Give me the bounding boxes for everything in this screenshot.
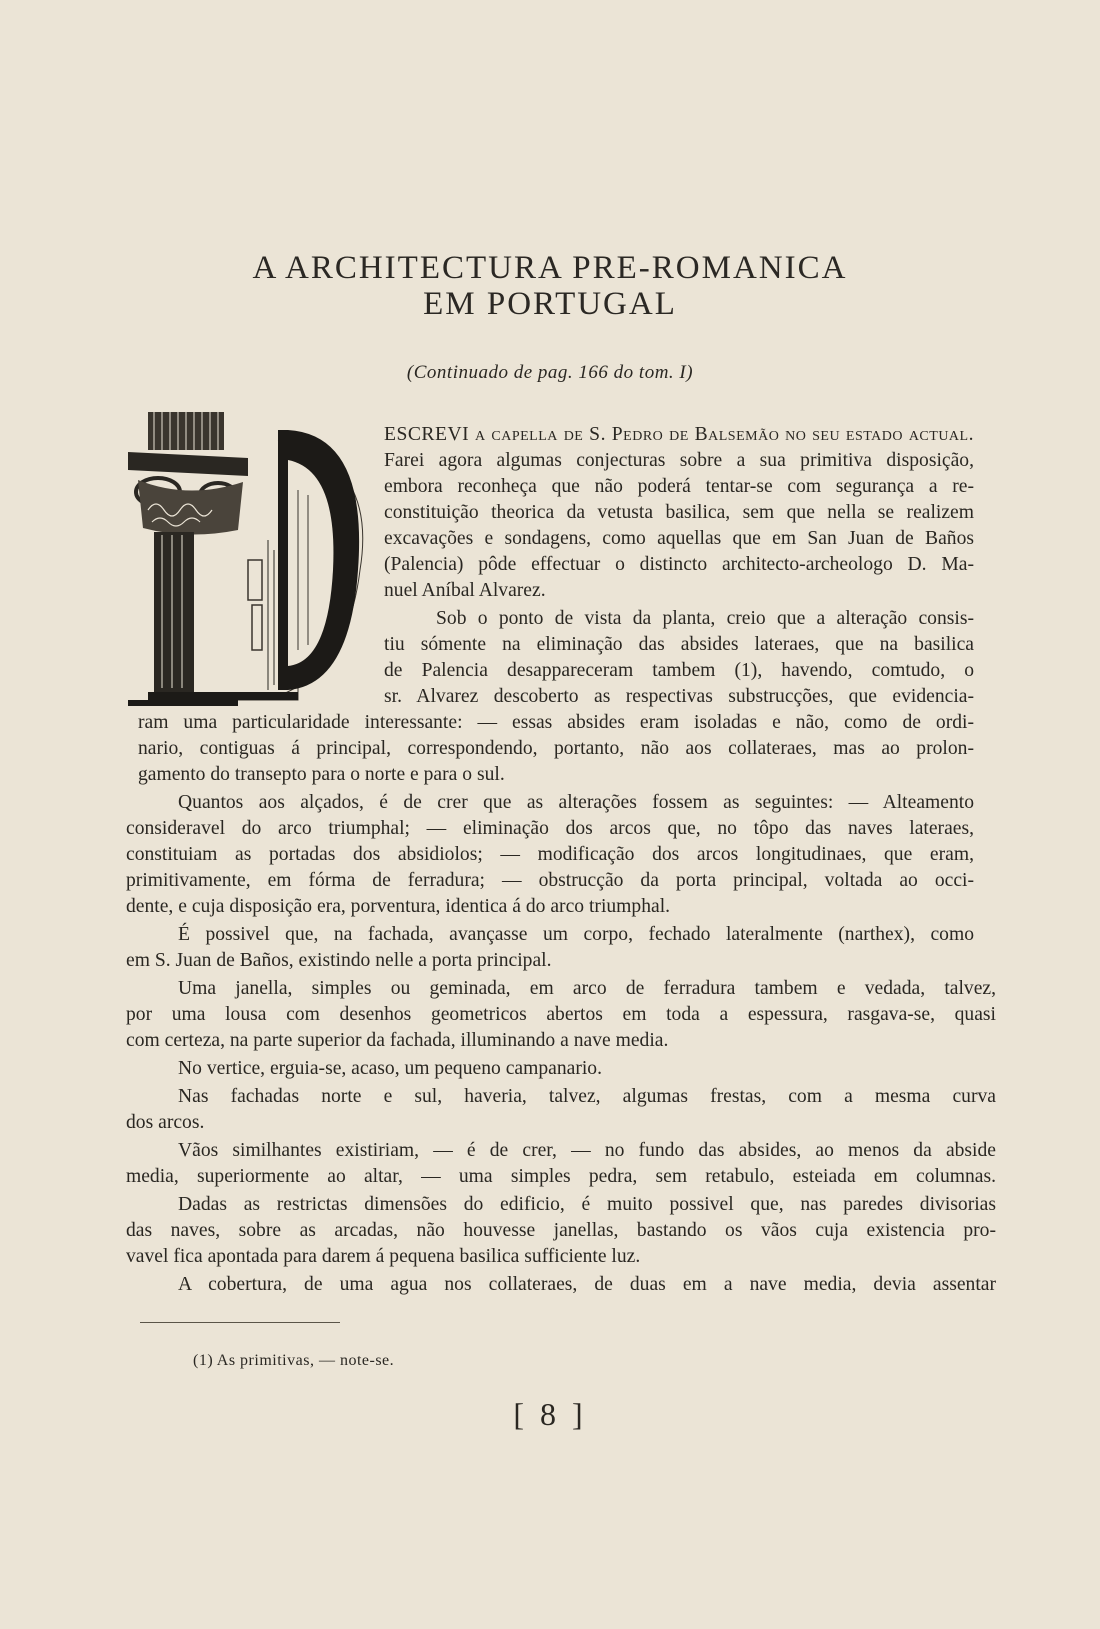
- body-line: Quantos aos alçados, é de crer que as alterações fossem as seguintes: — Alteamento: [178, 792, 974, 813]
- body-line: constituição theorica da vetusta basilica, sem que nella se realizem: [384, 502, 974, 523]
- body-line: com certeza, na parte superior da fachada, illuminando a nave media.: [126, 1030, 669, 1051]
- footnote: (1) As primitivas, — note-se.: [193, 1352, 395, 1369]
- body-line: consideravel do arco triumphal; — eliminação dos arcos que, no tôpo das naves lateraes,: [126, 818, 974, 839]
- body-line: Nas fachadas norte e sul, haveria, talvez, algumas frestas, com a mesma curva: [178, 1086, 996, 1107]
- body-line: das naves, sobre as arcadas, não houvesse janellas, bastando os vãos cuja existencia pro-: [126, 1220, 996, 1241]
- body-line: Vãos similhantes existiriam, — é de crer, — no fundo das absides, ao menos da abside: [178, 1140, 996, 1161]
- body-line: Uma janella, simples ou geminada, em arco de ferradura tambem e vedada, talvez,: [178, 978, 996, 999]
- body-line: constituiam as portadas dos absidiolos; — modificação dos arcos longitudinaes, que eram,: [126, 844, 974, 865]
- body-line: de Palencia desappareceram tambem (1), havendo, comtudo, o: [384, 660, 974, 681]
- body-line: Farei agora algumas conjecturas sobre a sua primitiva disposição,: [384, 450, 974, 471]
- body-line: embora reconheça que não poderá tentar-se com segurança a re-: [384, 476, 974, 497]
- body-line: sr. Alvarez descoberto as respectivas substrucções, que evidencia-: [384, 686, 974, 707]
- body-line: primitivamente, em fórma de ferradura; — obstrucção da porta principal, voltada ao occi-: [126, 870, 974, 891]
- body-line: É possivel que, na fachada, avançasse um corpo, fechado lateralmente (narthex), como: [178, 924, 974, 945]
- title-line-1: A ARCHITECTURA PRE-ROMANICA: [252, 250, 848, 286]
- body-line: dos arcos.: [126, 1112, 205, 1133]
- body-line: gamento do transepto para o norte e para o sul.: [138, 764, 505, 785]
- body-line: media, superiormente ao altar, — uma simples pedra, sem retabulo, esteiada em columnas.: [126, 1166, 996, 1187]
- body-line: excavações e sondagens, como aquellas que em San Juan de Baños: [384, 528, 974, 549]
- body-line: nuel Aníbal Alvarez.: [384, 580, 546, 601]
- subtitle: (Continuado de pag. 166 do tom. I): [406, 362, 694, 383]
- body-line: Dadas as restrictas dimensões do edificio, é muito possivel que, nas paredes divisorias: [178, 1194, 996, 1215]
- body-line: Sob o ponto de vista da planta, creio que a alteração consis-: [436, 608, 974, 629]
- dropcap-illustration: [128, 400, 368, 715]
- body-line: nario, contiguas á principal, correspondendo, portanto, não aos collateraes, mas ao prolon-: [138, 738, 974, 759]
- body-line: (Palencia) pôde effectuar o distincto architecto-archeologo D. Ma-: [384, 554, 974, 575]
- body-line: vavel fica apontada para darem á pequena basilica sufficiente luz.: [126, 1246, 641, 1267]
- title-line-2: EM PORTUGAL: [423, 286, 677, 322]
- body-line: ram uma particularidade interessante: — essas absides eram isoladas e não, como de ordi-: [138, 712, 974, 733]
- body-line: A cobertura, de uma agua nos collateraes, de duas em a nave media, devia assentar: [178, 1274, 996, 1295]
- body-line: tiu sómente na eliminação das absides lateraes, que na basilica: [384, 634, 974, 655]
- body-line: dente, e cuja disposição era, porventura, identica á do arco triumphal.: [126, 896, 671, 917]
- body-line: No vertice, erguia-se, acaso, um pequeno campanario.: [178, 1058, 602, 1079]
- body-line: ESCREVI a capella de S. Pedro de Balsemão no seu estado actual.: [384, 424, 974, 445]
- body-line: por uma lousa com desenhos geometricos abertos em toda a espessura, rasgava-se, quasi: [126, 1004, 996, 1025]
- body-line: em S. Juan de Baños, existindo nelle a porta principal.: [126, 950, 552, 971]
- page-number: [ 8 ]: [513, 1396, 587, 1432]
- footnote-rule: [140, 1322, 340, 1323]
